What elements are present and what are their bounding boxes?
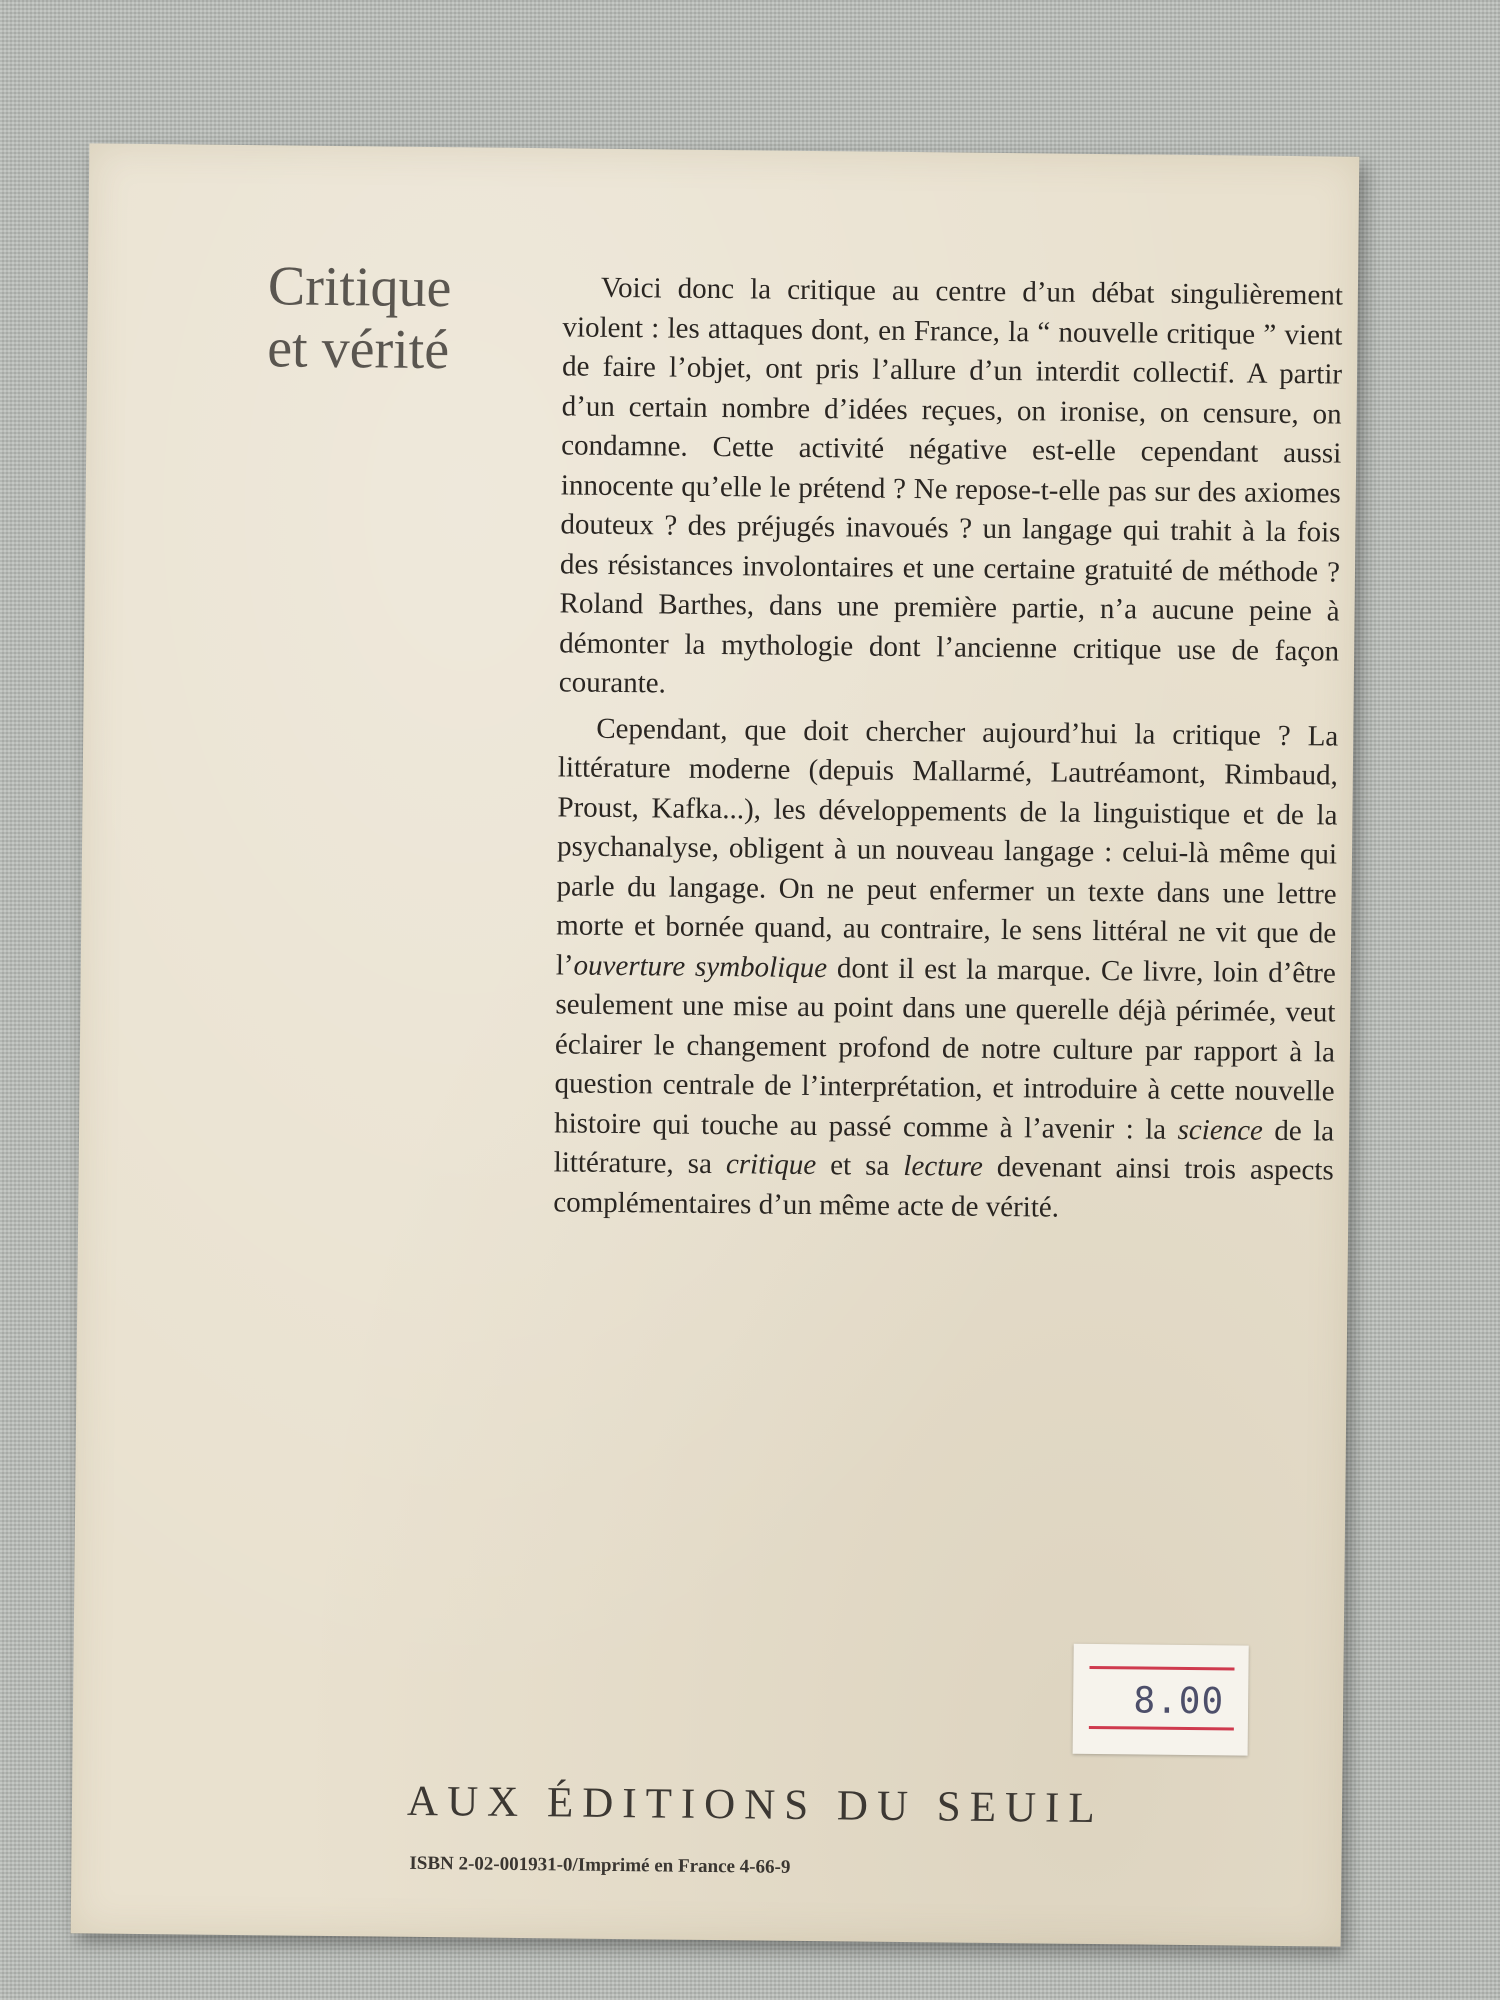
blurb-italic-lecture: lecture — [903, 1149, 984, 1183]
blurb-p2-part-a: Cependant, que doit chercher aujourd’hui la critique ? La littérature moderne (depuis Mallarmé, Lautréamont, Rimbaud, Proust, Kafka...), les développements de la linguistique et de la psychanalyse, obligent à un nouveau langage : celui-là même qui parle du langage. On ne peut enfermer un texte dans une lettre morte et bornée quand, au contraire, le sens littéral ne vit que de l’ — [555, 712, 1339, 982]
price-sticker — [1073, 1644, 1249, 1756]
blurb-italic-science: science — [1177, 1113, 1264, 1147]
price-sticker-top-line — [1089, 1666, 1234, 1671]
blurb-paragraph-2 — [553, 709, 1338, 1231]
isbn-line: ISBN 2-02-001931-0/Imprimé en France 4-66-9 — [409, 1852, 791, 1878]
title-line-1: Critique — [267, 255, 452, 320]
title-line-2: et vérité — [266, 317, 450, 382]
blurb-p2-part-c: de la littérature, sa — [553, 1114, 1335, 1181]
price-sticker-bottom-line — [1089, 1726, 1234, 1731]
blurb-p2-part-b: dont il est la marque. Ce livre, loin d’être seulement une mise au point dans une querelle déjà périmée, veut éclairer le changement profond de notre culture par rapport à la question centrale de l’interprétation, et introduire à cette nouvelle histoire qui touche au passé comme à l’avenir : la — [554, 951, 1336, 1146]
book-back-cover — [71, 143, 1360, 1946]
blurb-italic-ouverture: ouverture symbolique — [573, 949, 828, 984]
blurb-paragraph-1: Voici donc la critique au centre d’un débat singulièrement violent : les attaques dont, en France, la “ nouvelle critique ” vient de faire l’objet, ont pris l’allure d’un interdit collectif. A partir d’un certain nombre d’idées reçues, on ironise, on censure, on condamne. Cette activité négative est-elle cependant aussi innocente qu’elle le prétend ? Ne repose-t-elle pas sur des axiomes douteux ? des préjugés inavoués ? un langage qui trahit à la fois des résistances involontaires et une certaine gratuité de méthode ? Roland Barthes, dans une première partie, n’a aucune peine à démonter la mythologie dont l’ancienne critique use de façon courante. — [558, 271, 1344, 700]
price-value: 8.00 — [1133, 1680, 1225, 1723]
blurb-p2-part-e: devenant ainsi trois aspects complémentaires d’un même acte de vérité. — [553, 1150, 1334, 1224]
blurb-text — [553, 268, 1343, 1230]
publisher-name: AUX ÉDITIONS DU SEUIL — [406, 1777, 1104, 1833]
book-title — [267, 255, 508, 382]
blurb-p2-part-d: et sa — [816, 1149, 904, 1182]
blurb-italic-critique: critique — [725, 1148, 817, 1182]
